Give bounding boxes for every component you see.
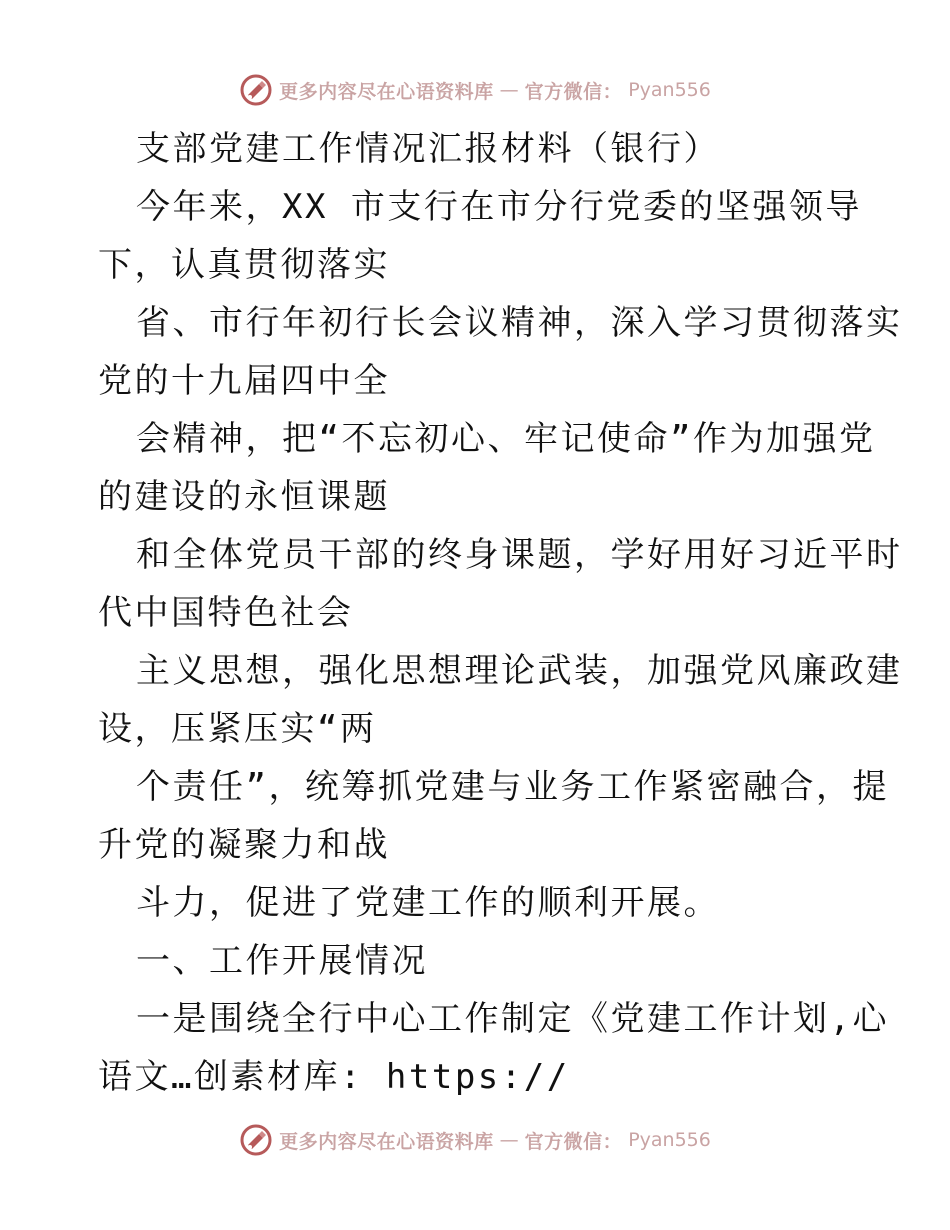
text-line: 升党的凝聚力和战: [98, 825, 390, 865]
text-line: 的建设的永恒课题: [98, 477, 390, 517]
footer-watermark: [0, 1120, 950, 1160]
text-line: 代中国特色社会: [98, 593, 354, 633]
watermark-id: Pyan556: [628, 79, 711, 101]
text-line: 下，认真贯彻落实: [98, 245, 390, 285]
text-line: 和全体党员干部的终身课题，学好用好习近平时: [136, 535, 903, 575]
text-line: 设，压紧压实“两: [98, 709, 377, 749]
text-line: 会精神，把“不忘初心、牢记使命”作为加强党: [136, 419, 876, 459]
watermark-dash: —: [499, 1129, 519, 1151]
document-body: [98, 120, 903, 1106]
watermark-id: Pyan556: [628, 1129, 711, 1151]
logo-icon: [239, 73, 273, 107]
watermark-contact: 官方微信：: [524, 1130, 623, 1153]
section-heading: 一、工作开展情况: [136, 941, 428, 981]
watermark-text: 更多内容尽在心语资料库: [279, 80, 494, 103]
watermark-text: 更多内容尽在心语资料库: [279, 1130, 494, 1153]
text-line: 一是围绕全行中心工作制定《党建工作计划,心: [136, 999, 889, 1039]
document-title: 支部党建工作情况汇报材料（银行）: [136, 129, 720, 169]
text-line: 主义思想，强化思想理论武装，加强党风廉政建: [136, 651, 903, 691]
text-line: 党的十九届四中全: [98, 361, 390, 401]
watermark-dash: —: [499, 79, 519, 101]
text-line: 个责任”，统筹抓党建与业务工作紧密融合，提: [136, 767, 889, 807]
header-watermark: [0, 70, 950, 110]
logo-icon: [239, 1123, 273, 1157]
text-line: 斗力，促进了党建工作的顺利开展。: [136, 883, 720, 923]
text-line: 语文…创素材库: https://: [98, 1057, 570, 1097]
text-line: 省、市行年初行长会议精神，深入学习贯彻落实: [136, 303, 903, 343]
text-line: 今年来，XX 市支行在市分行党委的坚强领导: [136, 187, 862, 227]
watermark-contact: 官方微信：: [524, 80, 623, 103]
